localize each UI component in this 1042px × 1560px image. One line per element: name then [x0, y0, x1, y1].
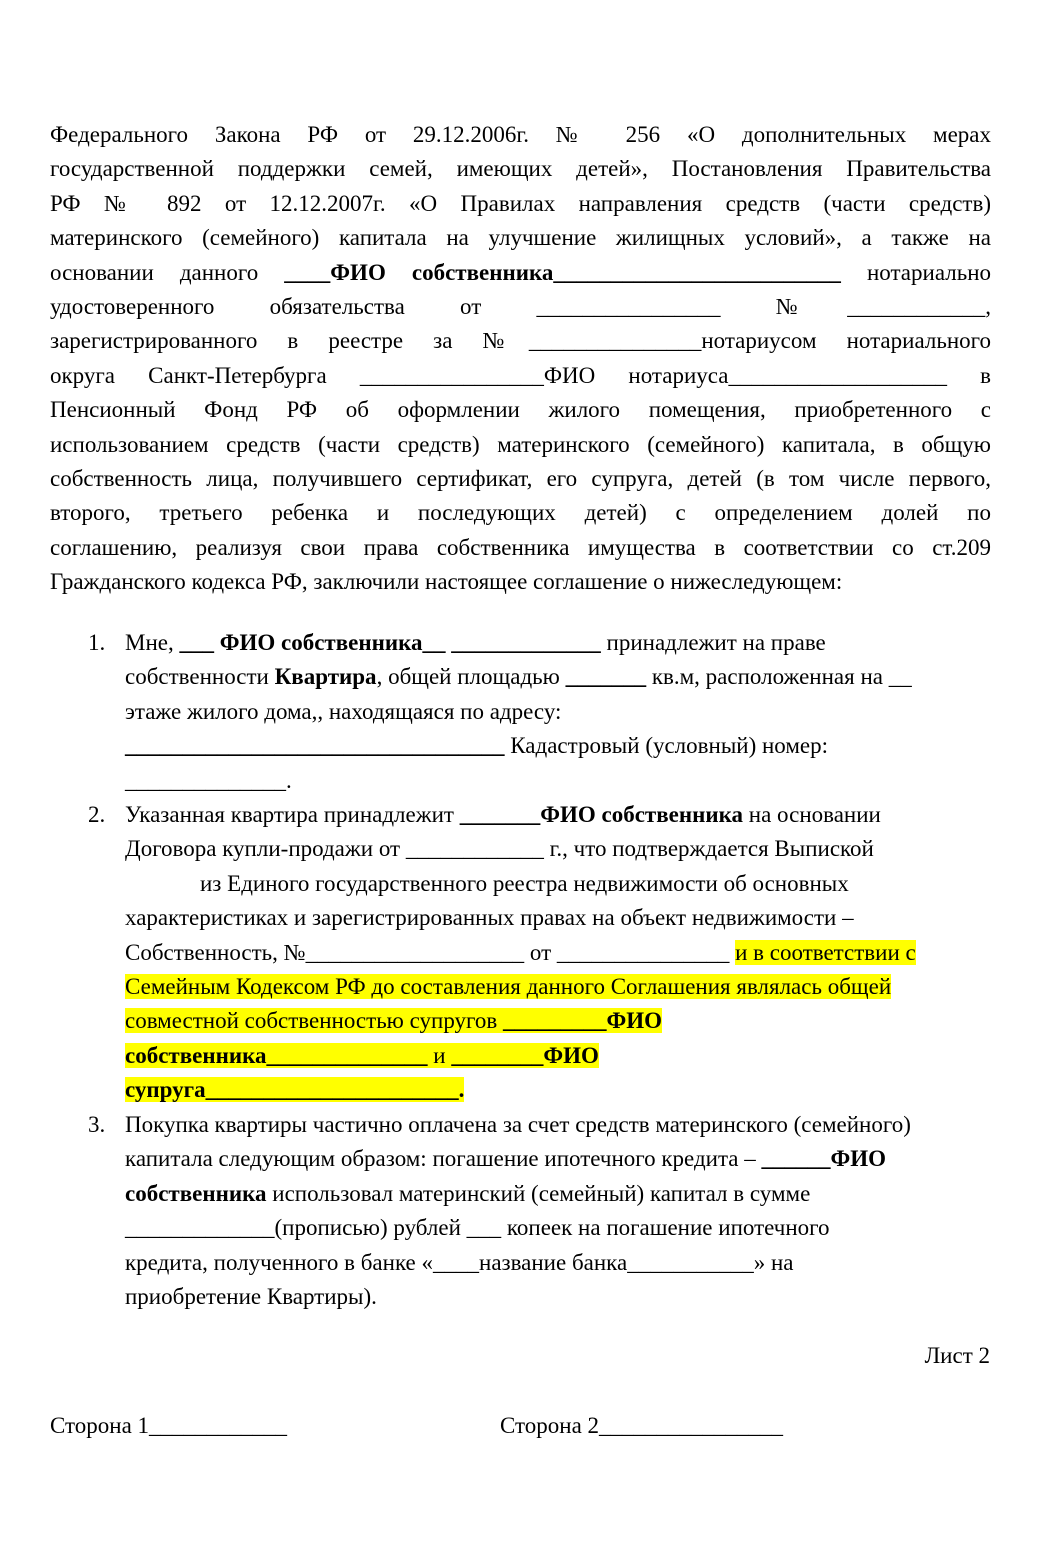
item-line: ______________. [125, 767, 292, 793]
owner-name-blank: ___ ФИО собственника__ _____________ [179, 630, 601, 655]
intro-text: нотариально [840, 259, 992, 285]
property-type: Квартира [274, 664, 377, 690]
item-line: _____________(прописью) рублей ___ копеек на погашение ипотечного [125, 1215, 830, 1241]
item-line [125, 1142, 991, 1176]
intro-line: соглашению, реализуя свои права собственника имущества в соответствии со ст.209 [50, 534, 991, 560]
item-text: на основании [743, 802, 881, 827]
item-text: капитала следующим образом: погашение ипотечного кредита – [125, 1146, 762, 1172]
item-line [125, 626, 991, 660]
list-number: 3. [88, 1112, 106, 1137]
item-text: Указанная квартира принадлежит [125, 802, 460, 827]
intro-line: собственность лица, получившего сертификат, его супруга, детей (в том числе первого, [50, 465, 991, 491]
spouse-name-blank: ________ФИО [451, 1042, 599, 1068]
item-text: кв.м, расположенная на __ [646, 664, 912, 690]
item-text: принадлежит на праве [600, 630, 826, 655]
intro-text: основании данного [50, 259, 285, 285]
item-text: и [427, 1042, 452, 1068]
intro-line: Гражданского кодекса РФ, заключили настоящее соглашение о нижеследующем: [50, 569, 843, 595]
list-number: 2. [88, 802, 106, 827]
area-blank: _______ [565, 664, 647, 690]
signature-side-2: Сторона 2________________ [500, 1413, 784, 1438]
item-line [125, 660, 991, 694]
item-line [125, 1177, 991, 1211]
intro-line: округа Санкт-Петербурга ________________ФИО нотариуса___________________ в [50, 362, 991, 388]
item-text: Кадастровый (условный) номер: [504, 733, 829, 759]
spouse-name-blank: супруга______________________. [125, 1077, 465, 1103]
item-line [125, 798, 991, 832]
highlighted-text: Семейным Кодексом РФ до составления данного Соглашения являлась общей [125, 973, 892, 999]
item-line [125, 729, 991, 763]
highlighted-text: и в соответствии с [735, 939, 916, 965]
intro-line: государственной поддержки семей, имеющих детей», Постановления Правительства [50, 156, 991, 182]
owner-name-blank: собственника [125, 1180, 267, 1206]
item-line: приобретение Квартиры). [125, 1283, 377, 1309]
owner-name-blank: ______ФИО [761, 1146, 887, 1172]
list-number: 1. [88, 630, 106, 655]
item-line: кредита, полученного в банке «____название банка___________» на [125, 1249, 794, 1275]
item-line [125, 1039, 991, 1073]
owner-name-blank: собственника______________ [125, 1042, 428, 1068]
item-line: Договора купли-продажи от ____________ г., что подтверждается Выпиской [125, 836, 874, 862]
highlighted-text [125, 1043, 599, 1068]
owner-name-blank: _______ФИО собственника [459, 802, 744, 827]
owner-name-blank: ____ФИО собственника_________________________ [284, 259, 841, 285]
item-text: Собственность, №___________________ от _______________ [125, 939, 736, 965]
item-text: использовал материнский (семейный) капитал в сумме [266, 1180, 811, 1206]
list-item-body [125, 626, 991, 798]
intro-line: зарегистрированного в реестре за №_______________нотариусом нотариального [50, 328, 991, 354]
list-item-body [125, 798, 991, 1108]
item-text: , общей площадью [376, 664, 566, 690]
intro-line: Пенсионный Фонд РФ об оформлении жилого помещения, приобретенного с [50, 397, 991, 423]
sheet-number: Лист 2 [924, 1343, 990, 1368]
item-text: Мне, [125, 630, 180, 655]
item-line: Покупка квартиры частично оплачена за счет средств материнского (семейного) [125, 1112, 911, 1137]
intro-paragraph [50, 118, 991, 599]
item-line: характеристиках и зарегистрированных правах на объект недвижимости – [125, 905, 854, 931]
item-line [125, 1004, 991, 1038]
item-line [125, 1073, 991, 1107]
highlighted-text [125, 1077, 464, 1102]
item-text: собственности [125, 664, 275, 690]
item-line [125, 970, 991, 1004]
intro-line: удостоверенного обязательства от ________________ №____________, [50, 293, 991, 319]
address-blank: _________________________________ [125, 733, 505, 759]
intro-line [50, 256, 991, 290]
intro-line: второго, третьего ребенка и последующих детей) с определением долей по [50, 500, 991, 526]
intro-line: Федерального Закона РФ от 29.12.2006г. № 256 «О дополнительных мерах [50, 122, 991, 147]
intro-line: РФ № 892 от 12.12.2007г. «О Правилах направления средств (части средств) [50, 190, 991, 216]
list-item-body [125, 1108, 991, 1314]
item-line: этаже жилого дома,, находящаяся по адресу: [125, 698, 562, 724]
intro-line: материнского (семейного) капитала на улучшение жилищных условий», а также на [50, 225, 991, 251]
highlighted-text [125, 1008, 662, 1033]
intro-line: использованием средств (части средств) материнского (семейного) капитала, в общую [50, 431, 991, 457]
item-text: совместной собственностью супругов [125, 1008, 503, 1034]
item-line [125, 936, 991, 970]
owner-name-blank: _________ФИО [503, 1008, 663, 1034]
item-line: из Единого государственного реестра недвижимости об основных [200, 870, 849, 896]
signature-side-1: Сторона 1____________ [50, 1413, 288, 1438]
